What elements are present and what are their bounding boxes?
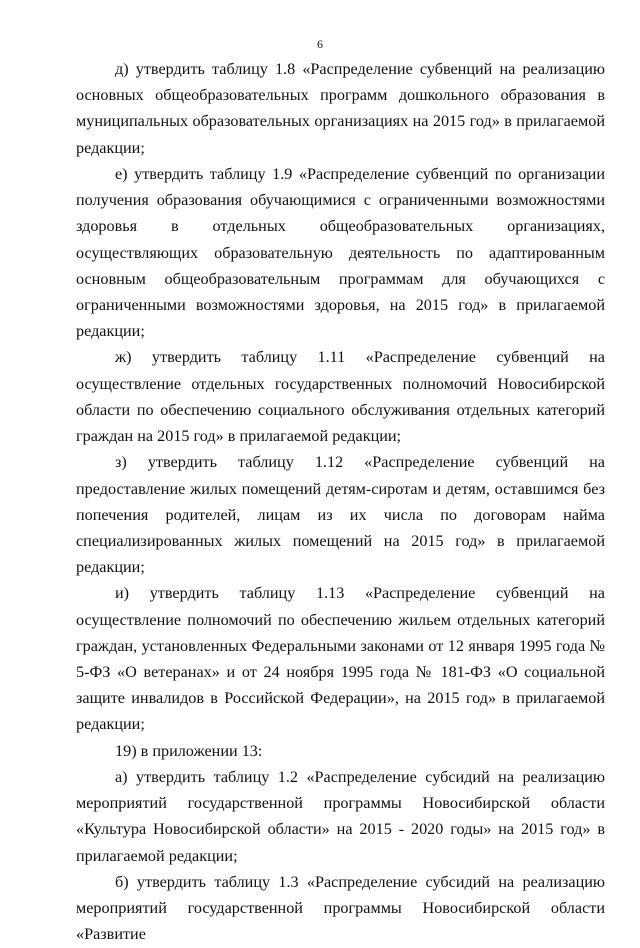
paragraph-b-table-1-3: б) утвердить таблицу 1.3 «Распределение субсидий на реализацию мероприятий государственной программы Новосибирской области «Развитие bbox=[76, 872, 605, 944]
paragraph-e-table-1-9: е) утвердить таблицу 1.9 «Распределение субвенций по организации получения образования обучающимися с ограниченными возможностями здоровья в отдельных общеобразовательных организациях, осуществляющих образовательную деятельность по адаптированным основным общеобразовательным программам для обучающихся с ограниченными возможностями здоровья, на 2015 год» в прилагаемой редакции; bbox=[76, 164, 605, 341]
document-body bbox=[76, 56, 605, 948]
paragraph-a-table-1-2: а) утвердить таблицу 1.2 «Распределение субсидий на реализацию мероприятий государственной программы Новосибирской области «Культура Новосибирской области» на 2015 - 2020 годы» на 2015 год» в прилагаемой редакции; bbox=[76, 768, 605, 865]
paragraph-item-19-appendix-13: 19) в приложении 13: bbox=[115, 741, 263, 760]
paragraph-d-table-1-8: д) утвердить таблицу 1.8 «Распределение субвенций на реализацию основных общеобразовательных программ дошкольного образования в муниципальных образовательных организациях на 2015 год» в прилагаемой редакции; bbox=[76, 60, 605, 157]
paragraph-zh-table-1-11: ж) утвердить таблицу 1.11 «Распределение субвенций на осуществление отдельных государственных полномочий Новосибирской области по обеспечению социального обслуживания отдельных категорий граждан на 2015 год» в прилагаемой редакции; bbox=[76, 348, 605, 446]
paragraph-i-table-1-13: и) утвердить таблицу 1.13 «Распределение субвенций на осуществление полномочий по обеспечению жильем отдельных категорий граждан, установленных Федеральными законами от 12 января 1995 года № 5-ФЗ «О ветеранах» и от 24 ноября 1995 года № 181-ФЗ «О социальной защите инвалидов в Российской Федерации», на 2015 год» в прилагаемой редакции; bbox=[76, 584, 605, 734]
page-number: 6 bbox=[317, 37, 323, 51]
paragraph-z-table-1-12: з) утвердить таблицу 1.12 «Распределение субвенций на предоставление жилых помещений детям-сиротам и детям, оставшимся без попечения родителей, лицам из их числа по договорам найма специализированных жилых помещений на 2015 год» в прилагаемой редакции; bbox=[76, 453, 605, 577]
